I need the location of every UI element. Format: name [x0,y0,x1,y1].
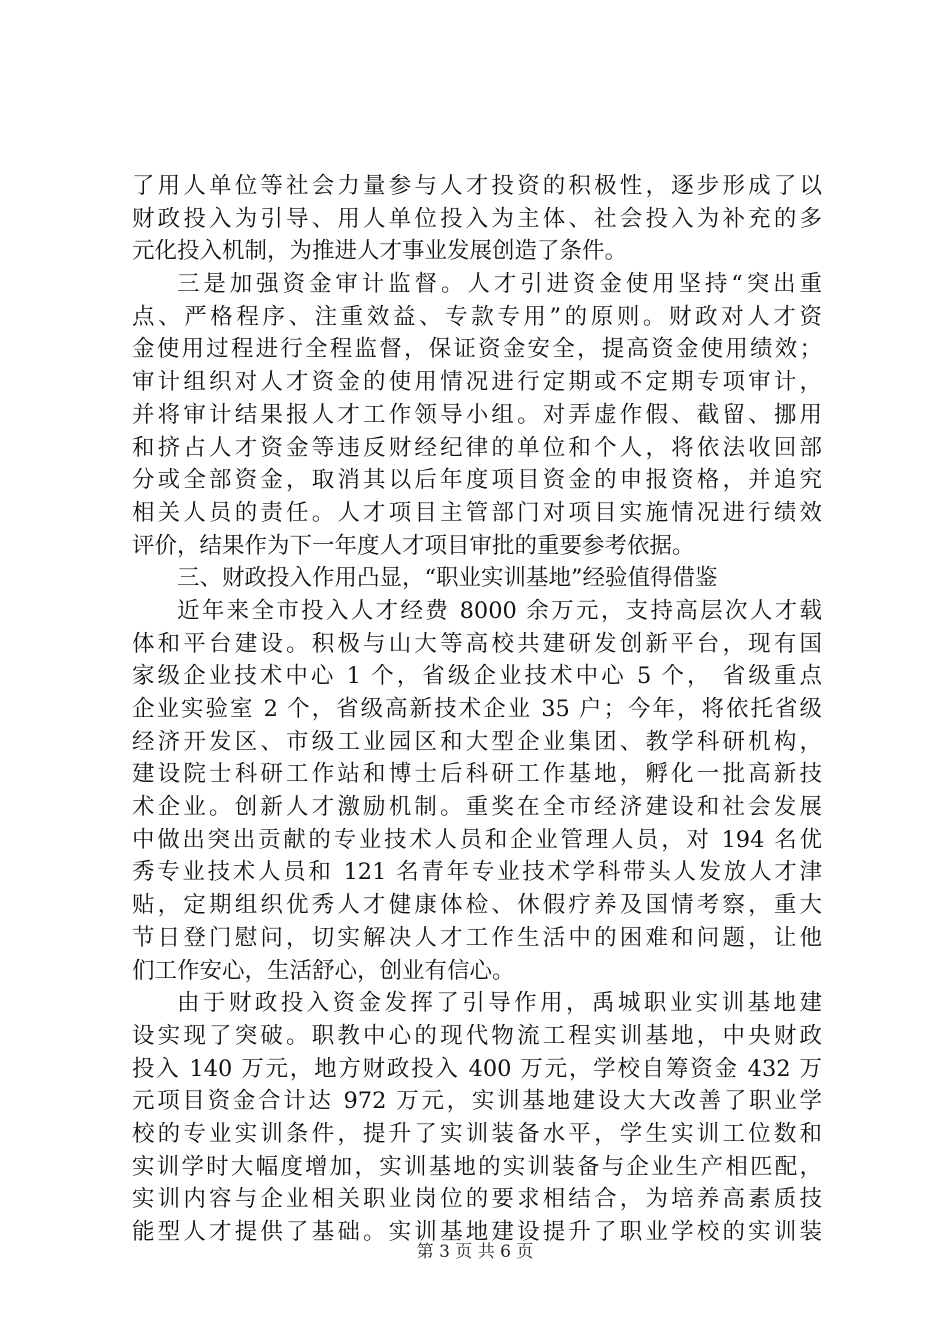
text-line: 校的专业实训条件，提升了实训装备水平，学生实训工位数和 [132,1120,822,1147]
text-line: 家级企业技术中心 1 个，省级企业技术中心 5 个， 省级重点 [132,663,822,690]
text-line: 秀专业技术人员和 121 名青年专业技术学科带头人发放人才津 [132,859,822,886]
text-line: 和挤占人才资金等违反财经纪律的单位和个人，将依法收回部 [132,434,822,461]
text-line: 元项目资金合计达 972 万元，实训基地建设大大改善了职业学 [132,1088,822,1115]
text-line: 设实现了突破。职教中心的现代物流工程实训基地，中央财政 [132,1022,822,1049]
text-line: 术企业。创新人才激励机制。重奖在全市经济建设和社会发展 [132,794,822,821]
text-line: 近年来全市投入人才经费 8000 余万元，支持高层次人才载 [177,597,822,624]
text-line: 经济开发区、市级工业园区和大型企业集团、教学科研机构， [132,728,822,755]
text-line: 审计组织对人才资金的使用情况进行定期或不定期专项审计， [132,369,822,396]
text-line: 由于财政投入资金发挥了引导作用，禹城职业实训基地建 [177,990,822,1017]
text-line: 节日登门慰问，切实解决人才工作生活中的困难和问题，让他 [132,924,822,951]
text-line: 体和平台建设。积极与山大等高校共建研发创新平台，现有国 [132,630,822,657]
page-number-footer: 第 3 页 共 6 页 [416,1242,534,1262]
text-line: 三是加强资金审计监督。人才引进资金使用坚持“突出重 [177,271,822,298]
text-line: 相关人员的责任。人才项目主管部门对项目实施情况进行绩效 [132,499,822,526]
text-line: 元化投入机制，为推进人才事业发展创造了条件。 [132,238,628,265]
text-line: 企业实验室 2 个，省级高新技术企业 35 户；今年，将依托省级 [132,696,822,722]
text-line: 金使用过程进行全程监督，保证资金安全，提高资金使用绩效； [132,336,822,363]
text-line: 实训内容与企业相关职业岗位的要求相结合，为培养高素质技 [132,1186,822,1213]
text-line: 们工作安心，生活舒心，创业有信心。 [132,957,515,984]
text-line: 了用人单位等社会力量参与人才投资的积极性，逐步形成了以 [132,173,822,199]
document-body [132,170,822,1249]
text-line: 贴，定期组织优秀人才健康体检、休假疗养及国情考察，重大 [132,892,822,919]
text-line: 财政投入为引导、用人单位投入为主体、社会投入为补充的多 [132,205,822,232]
text-line: 中做出突出贡献的专业技术人员和企业管理人员，对 194 名优 [132,826,822,853]
section-heading: 三、财政投入作用凸显，“职业实训基地”经验值得借鉴 [177,565,718,592]
text-line: 实训学时大幅度增加，实训基地的实训装备与企业生产相匹配， [132,1153,822,1180]
text-line: 能型人才提供了基础。实训基地建设提升了职业学校的实训装 [132,1219,822,1245]
text-line: 点、严格程序、注重效益、专款专用”的原则。财政对人才资 [132,303,822,330]
text-line: 投入 140 万元，地方财政投入 400 万元，学校自筹资金 432 万 [132,1055,822,1082]
text-line: 评价，结果作为下一年度人才项目审批的重要参考依据。 [132,532,695,559]
text-line: 并将审计结果报人才工作领导小组。对弄虚作假、截留、挪用 [132,401,822,428]
text-line: 分或全部资金，取消其以后年度项目资金的申报资格，并追究 [132,467,822,494]
text-line: 建设院士科研工作站和博士后科研工作基地，孵化一批高新技 [132,761,822,788]
